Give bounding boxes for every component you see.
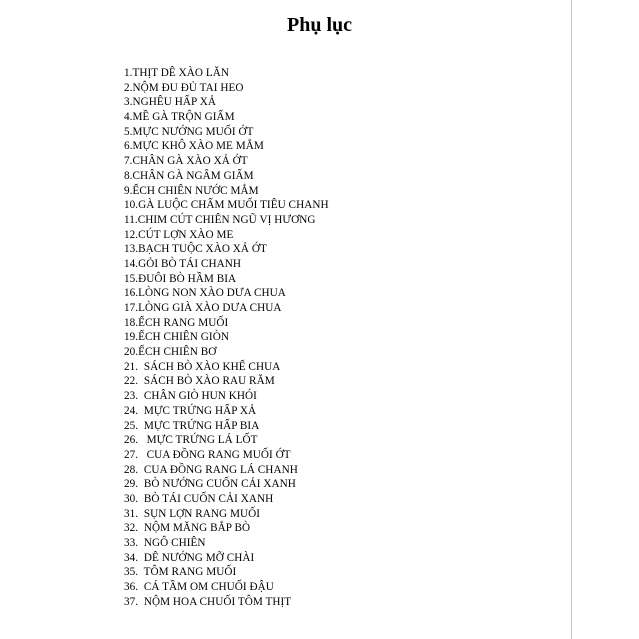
page-edge-divider	[571, 0, 572, 639]
list-item: 20.ẾCH CHIÊN BƠ	[124, 346, 217, 359]
list-item: 14.GỎI BÒ TÁI CHANH	[124, 257, 241, 270]
list-item: 10.GÀ LUỘC CHẤM MUỐI TIÊU CHANH	[124, 199, 329, 212]
list-item: 16.LÒNG NON XÀO DƯA CHUA	[124, 287, 286, 300]
list-item: 9.ẾCH CHIÊN NƯỚC MẮM	[124, 184, 259, 197]
list-item: 3.NGHÊU HẤP XẢ	[124, 96, 216, 109]
list-item: 32. NỘM MĂNG BẮP BÒ	[124, 522, 251, 535]
list-item: 6.MỰC KHÔ XÀO ME MẮM	[124, 140, 264, 153]
list-item: 35. TÔM RANG MUỐI	[124, 566, 237, 579]
list-item: 1.THỊT DÊ XÀO LĂN	[124, 67, 230, 79]
list-item: 22. SÁCH BÒ XÀO RAU RĂM	[124, 375, 275, 388]
list-item: 33. NGÔ CHIÊN	[124, 537, 206, 549]
list-item: 18.ẾCH RANG MUỐI	[124, 316, 229, 329]
list-item: 19.ẾCH CHIÊN GIÒN	[124, 331, 229, 344]
list-item: 21. SÁCH BÒ XÀO KHẾ CHUA	[124, 360, 281, 373]
list-item: 8.CHÂN GÀ NGÂM GIẤM	[124, 169, 254, 182]
list-item: 11.CHIM CÚT CHIÊN NGŨ VỊ HƯƠNG	[124, 213, 316, 226]
list-item: 24. MỰC TRỨNG HẤP XẢ	[124, 404, 257, 417]
list-item: 27. CUA ĐỒNG RANG MUỐI ỚT	[124, 448, 291, 461]
list-item: 7.CHÂN GÀ XÀO XẢ ỚT	[124, 155, 248, 168]
list-item: 2.NỘM ĐU ĐỦ TAI HEO	[124, 81, 244, 94]
list-item: 28. CUA ĐỒNG RANG LÁ CHANH	[124, 463, 298, 476]
list-item: 30. BÒ TÁI CUỐN CẢI XANH	[124, 492, 274, 505]
list-item: 17.LÒNG GIÀ XÀO DƯA CHUA	[124, 302, 282, 314]
list-item: 12.CÚT LỢN XÀO ME	[124, 228, 234, 241]
list-item: 31. SỤN LỢN RANG MUỐI	[124, 507, 260, 520]
list-item: 25. MỰC TRỨNG HẤP BIA	[124, 419, 260, 432]
list-item: 29. BÒ NƯỚNG CUỐN CẢI XANH	[124, 478, 296, 491]
list-item: 4.MỀ GÀ TRỘN GIẤM	[124, 111, 235, 124]
list-item: 34. DÊ NƯỚNG MỠ CHÀI	[124, 551, 255, 564]
dish-list	[124, 66, 329, 609]
list-item: 13.BẠCH TUỘC XÀO XẢ ỚT	[124, 243, 267, 256]
list-item: 23. CHÂN GIÒ HUN KHÓI	[124, 390, 257, 403]
list-item: 36. CÁ TẦM OM CHUỐI ĐẬU	[124, 581, 274, 594]
list-item: 37. NỘM HOA CHUỐI TÔM THỊT	[124, 595, 292, 608]
page-title: Phụ lục	[286, 14, 353, 36]
list-item: 15.ĐUÔI BÒ HẦM BIA	[124, 272, 237, 285]
list-item: 26. MỰC TRỨNG LÁ LỐT	[124, 434, 258, 447]
list-item: 5.MỰC NƯỚNG MUỐI ỚT	[124, 125, 254, 138]
